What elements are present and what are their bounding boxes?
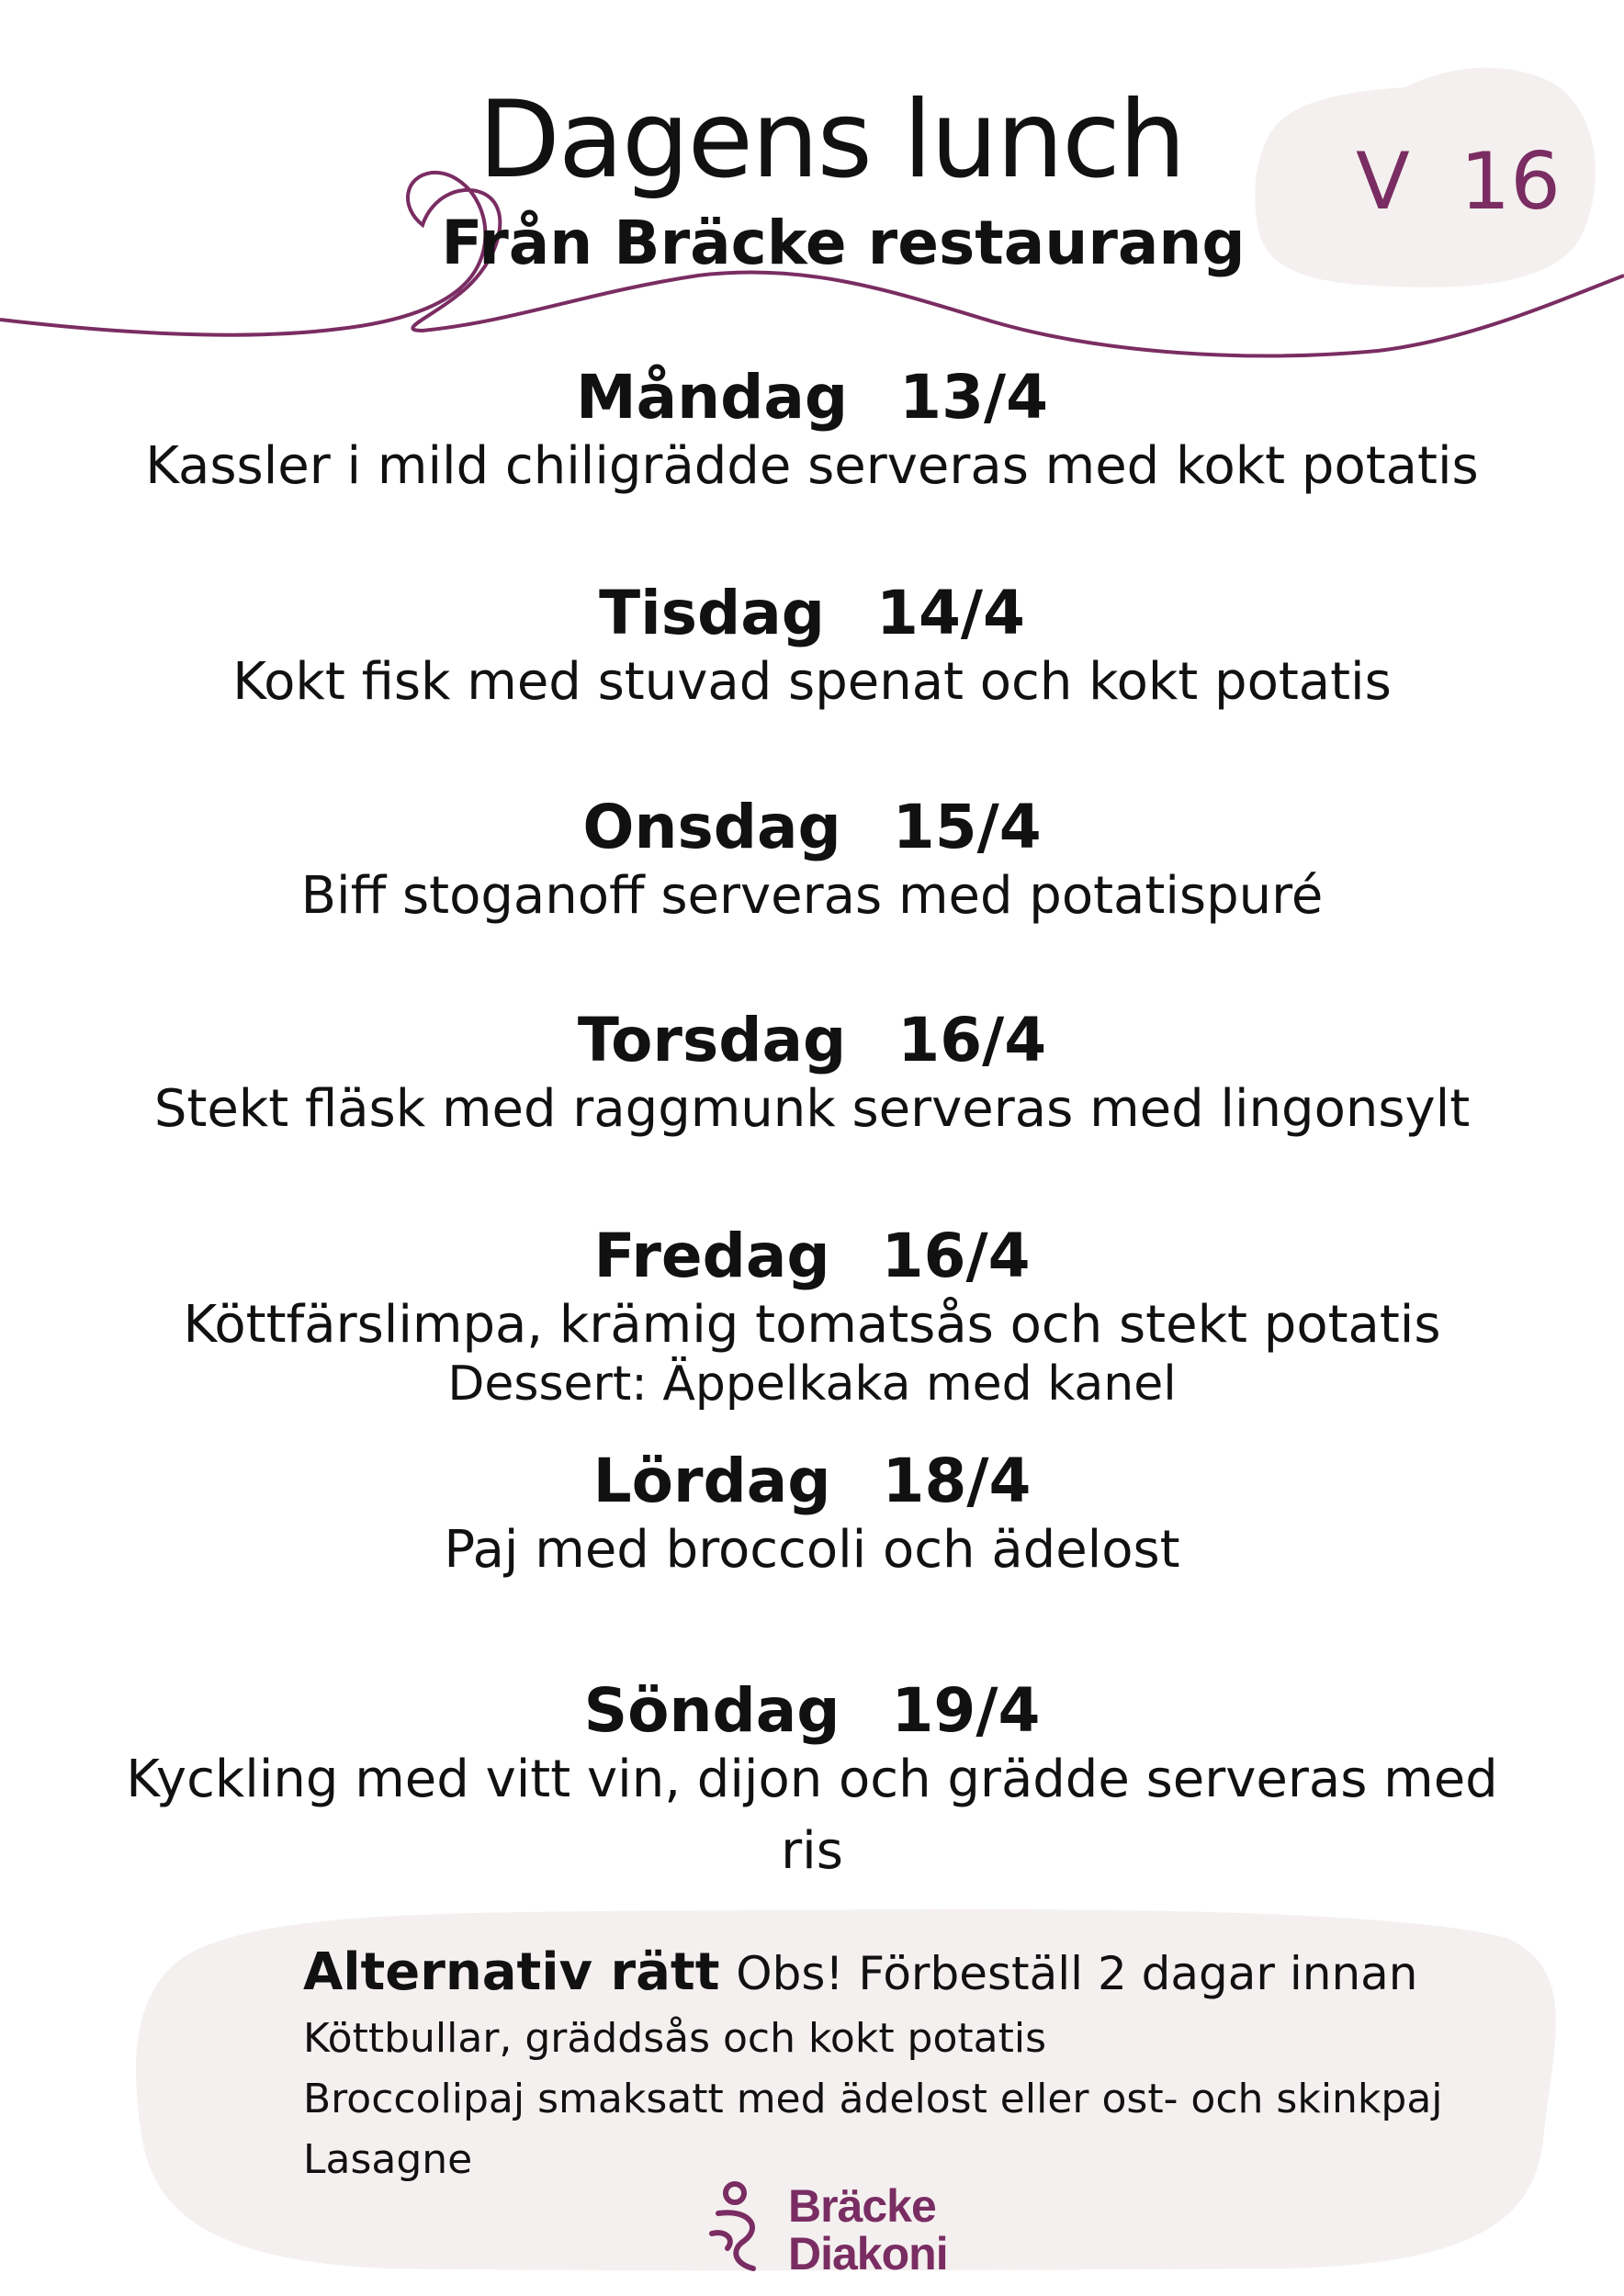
day-date: 16/4: [897, 1005, 1047, 1075]
bracke-diakoni-logo: [698, 2177, 974, 2278]
day-name: Söndag: [583, 1675, 840, 1746]
day-wednesday: [0, 792, 1624, 926]
alternative-note: Obs! Förbeställ 2 dagar innan: [736, 1947, 1418, 2000]
day-dish: Paj med broccoli och ädelost: [444, 1520, 1180, 1580]
day-date: 13/4: [899, 362, 1049, 433]
alternative-item: Broccolipaj smaksatt med ädelost eller ost- och skinkpaj: [303, 2076, 1443, 2122]
day-date: 18/4: [882, 1446, 1032, 1516]
day-name: Onsdag: [582, 792, 841, 862]
day-dish: Kyckling med vitt vin, dijon och grädde serveras med: [126, 1750, 1498, 1809]
day-dish: Köttfärslimpa, krämig tomatsås och stekt potatis: [183, 1295, 1441, 1355]
alternative-title: Alternativ rätt: [303, 1942, 720, 2002]
day-dish-continued: ris: [781, 1821, 843, 1881]
day-name: Tisdag: [599, 578, 826, 648]
day-date: 14/4: [876, 578, 1025, 648]
day-name: Torsdag: [577, 1005, 847, 1075]
day-dish: Kokt fisk med stuvad spenat och kokt potatis: [232, 652, 1392, 712]
logo-mark-icon: [698, 2177, 772, 2278]
day-friday: [0, 1221, 1624, 1412]
week-number: V 16: [1356, 136, 1561, 228]
alternative-dish-box: [303, 1942, 1571, 2183]
logo-text-line2: Diakoni: [788, 2228, 948, 2279]
day-thursday: [0, 1005, 1624, 1139]
day-dish: Kassler i mild chiligrädde serveras med kokt potatis: [145, 436, 1479, 496]
day-tuesday: [0, 578, 1624, 712]
alternative-item: Köttbullar, gräddsås och kokt potatis: [303, 2015, 1047, 2062]
day-name: Lördag: [592, 1446, 831, 1516]
day-name: Måndag: [575, 362, 849, 433]
day-dessert: Dessert: Äppelkaka med kanel: [447, 1356, 1177, 1412]
day-date: 16/4: [881, 1221, 1031, 1291]
day-date: 19/4: [891, 1675, 1041, 1746]
logo-text-line1: Bräcke: [788, 2180, 936, 2232]
alternative-item: Lasagne: [303, 2136, 473, 2183]
day-monday: [0, 362, 1624, 496]
day-dish: Biff stoganoff serveras med potatispuré: [300, 866, 1324, 926]
day-name: Fredag: [593, 1221, 830, 1291]
day-saturday: [0, 1446, 1624, 1580]
day-date: 15/4: [892, 792, 1042, 862]
day-dish: Stekt fläsk med raggmunk serveras med lingonsylt: [153, 1079, 1471, 1139]
day-sunday: [0, 1675, 1624, 1881]
page-subtitle: Från Bräcke restaurang: [441, 208, 1246, 278]
page-title: Dagens lunch: [478, 78, 1185, 202]
